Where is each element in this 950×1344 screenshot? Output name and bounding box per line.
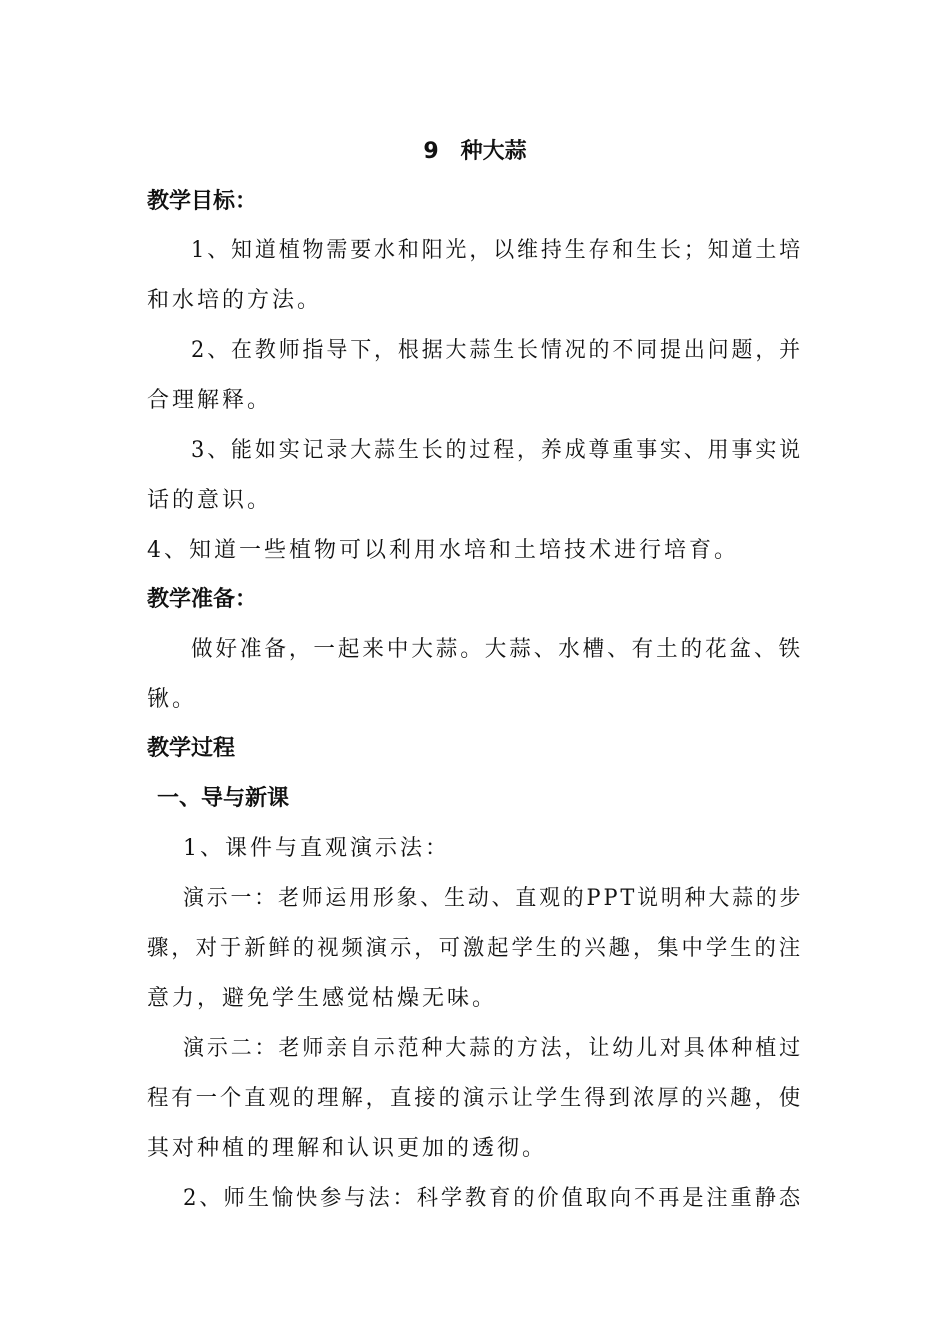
goals-heading: 教学目标： — [147, 189, 258, 214]
prep-heading: 教学准备： — [147, 587, 258, 612]
demo-1-line-1: 演示一：老师运用形象、生动、直观的PPT说明种大蒜的步 — [183, 886, 804, 911]
goal-3-line-1: 3、能如实记录大蒜生长的过程，养成尊重事实、用事实说 — [191, 438, 804, 463]
part1-heading: 一、导与新课 — [157, 786, 290, 811]
goal-4-line-1: 4、知道一些植物可以利用水培和土培技术进行培育。 — [147, 538, 739, 563]
lesson-title — [0, 137, 950, 167]
goal-1-line-1: 1、知道植物需要水和阳光，以维持生存和生长；知道土培 — [191, 238, 804, 263]
lesson-title-text: 种大蒜 — [460, 139, 527, 164]
prep-line-1: 做好准备，一起来中大蒜。大蒜、水槽、有土的花盆、铁 — [191, 637, 804, 662]
method-2-line: 2、师生愉快参与法：科学教育的价值取向不再是注重静态 — [183, 1186, 803, 1211]
goal-2-line-2: 合理解释。 — [147, 388, 273, 413]
method-1-line: 1、课件与直观演示法： — [183, 836, 450, 861]
demo-1-line-2: 骤，对于新鲜的视频演示，可激起学生的兴趣，集中学生的注 — [147, 936, 804, 961]
demo-1-line-3: 意力，避免学生感觉枯燥无味。 — [147, 986, 498, 1011]
demo-2-line-2: 程有一个直观的理解，直接的演示让学生得到浓厚的兴趣，使 — [147, 1086, 804, 1111]
demo-2-line-1: 演示二：老师亲自示范种大蒜的方法，让幼儿对具体种植过 — [183, 1036, 803, 1061]
goal-1-line-2: 和水培的方法。 — [147, 288, 323, 313]
prep-line-2: 锹。 — [147, 687, 198, 712]
goal-2-line-1: 2、在教师指导下，根据大蒜生长情况的不同提出问题，并 — [191, 338, 804, 363]
demo-2-line-3: 其对种植的理解和认识更加的透彻。 — [147, 1136, 548, 1161]
lesson-number: 9 — [423, 139, 439, 164]
process-heading: 教学过程 — [147, 736, 236, 761]
goal-3-line-2: 话的意识。 — [147, 488, 273, 513]
